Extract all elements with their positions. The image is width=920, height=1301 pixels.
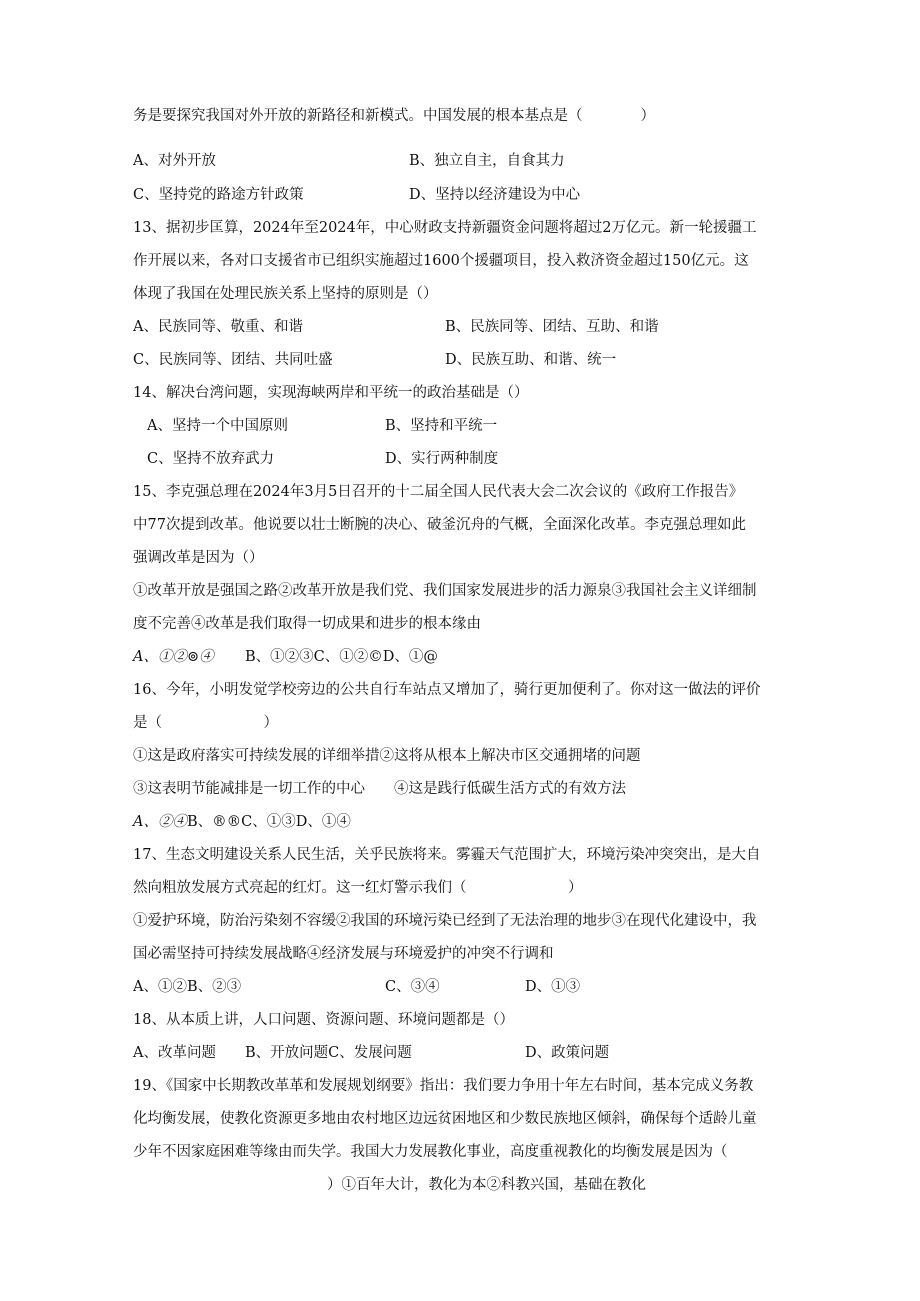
option-a: A、对外开放 [133,153,216,169]
question-17-line-1: 17、生态文明建设关系人民生活，关乎民族将来。雾霾天气范围扩大，环境污染冲突突出，是大自 [133,847,761,863]
options-ab: A、①②B、②③ [133,979,242,995]
question-15-statements-2: 度不完善④改革是我们取得一切成果和进步的根本缘由 [133,616,481,632]
question-17-line-2: 然向粗放发展方式亮起的红灯。这一红灯警示我们（ ） [133,880,583,896]
option-b: B、独立自主，自食其力 [409,153,565,169]
question-15-statements-1: ①改革开放是强国之路②改革开放是我们党、我们国家发展进步的活力源泉③我国社会主义详细制 [133,583,757,599]
option-a: A、②④ [133,814,187,830]
question-13-line-1: 13、据初步匡算，2024年至2024年，中心财政支持新疆资金问题将超过2万亿元。新一轮援疆工 [133,220,757,236]
question-16-statements-1: ①这是政府落实可持续发展的详细举措②这将从根本上解决市区交通拥堵的问题 [133,748,641,764]
question-19-line-3: 少年不因家庭困难等缘由而失学。我国大力发展教化事业，高度重视教化的均衡发展是因为（ [133,1144,728,1160]
options-abc: A、改革问题 B、开放问题C、发展问题 [133,1045,412,1061]
question-15-line-1: 15、李克强总理在2024年3月5日召开的十二届全国人民代表大会二次会议的《政府工作报告》 [133,484,744,500]
option-c: C、③④ [385,979,440,995]
option-a: A、①②⊚④ [133,649,214,665]
question-13-line-3: 体现了我国在处理民族关系上坚持的原则是（） [133,286,438,302]
option-a: A、民族同等、敬重、和谐 [133,319,303,335]
question-19-line-4: ）①百年大计，教化为本②科教兴国，基础在教化 [327,1177,646,1193]
question-17-statements-1: ①爱护环境，防治污染刻不容缓②我国的环境污染已经到了无法治理的地步③在现代化建设中，我 [133,913,757,929]
option-d: D、政策问题 [525,1045,610,1061]
option-c: C、民族同等、团结、共同吐盛 [133,352,333,368]
option-d: D、①③ [525,979,581,995]
option-c: C、坚持不放弃武力 [147,451,275,467]
options-bcd: B、①②③C、①②©D、①@ [245,649,438,665]
question-16-line-2: 是（ ） [133,715,278,731]
option-a: A、坚持一个中国原则 [147,418,288,434]
question-16-statements-2: ③这表明节能减排是一切工作的中心 ④这是践行低碳生活方式的有效方法 [133,781,626,797]
question-19-line-2: 化均衡发展，使教化资源更多地由农村地区边远贫困地区和少数民族地区倾斜，确保每个适龄儿童 [133,1111,757,1127]
question-15-line-2: 中77次提到改革。他说要以壮士断腕的决心、破釜沉舟的气概，全面深化改革。李克强总理如此 [133,517,746,533]
option-d: D、实行两种制度 [385,451,499,467]
options-bcd: B、®®C、①③D、①④ [187,814,351,830]
question-14: 14、解决台湾问题，实现海峡两岸和平统一的政治基础是（） [133,385,529,401]
question-15-line-3: 强调改革是因为（） [133,550,264,566]
option-b: B、民族同等、团结、互助、和谐 [445,319,659,335]
option-d: D、民族互助、和谐、统一 [445,352,617,368]
question-13-line-2: 作开展以来，各对口支援省市已组织实施超过1600个援疆项目，投入救济资金超过150亿元。这 [133,253,749,269]
option-c: C、坚持党的路途方针政策 [133,187,304,203]
option-d: D、坚持以经济建设为中心 [409,187,581,203]
text-line: 务是要探究我国对外开放的新路径和新模式。中国发展的根本基点是（ ） [133,108,655,124]
question-19-line-1: 19、《国家中长期教改革革和发展规划纲要》指出：我们要力争用十年左右时间，基本完成义务教 [133,1078,754,1094]
question-18: 18、从本质上讲，人口问题、资源问题、环境问题都是（） [133,1012,514,1028]
option-b: B、坚持和平统一 [385,418,498,434]
question-16-line-1: 16、今年，小明发觉学校旁边的公共自行车站点又增加了，骑行更加便利了。你对这一做法的评价 [133,682,761,698]
question-17-statements-2: 国必需坚持可持续发展战略④经济发展与环境爱护的冲突不行调和 [133,946,554,962]
